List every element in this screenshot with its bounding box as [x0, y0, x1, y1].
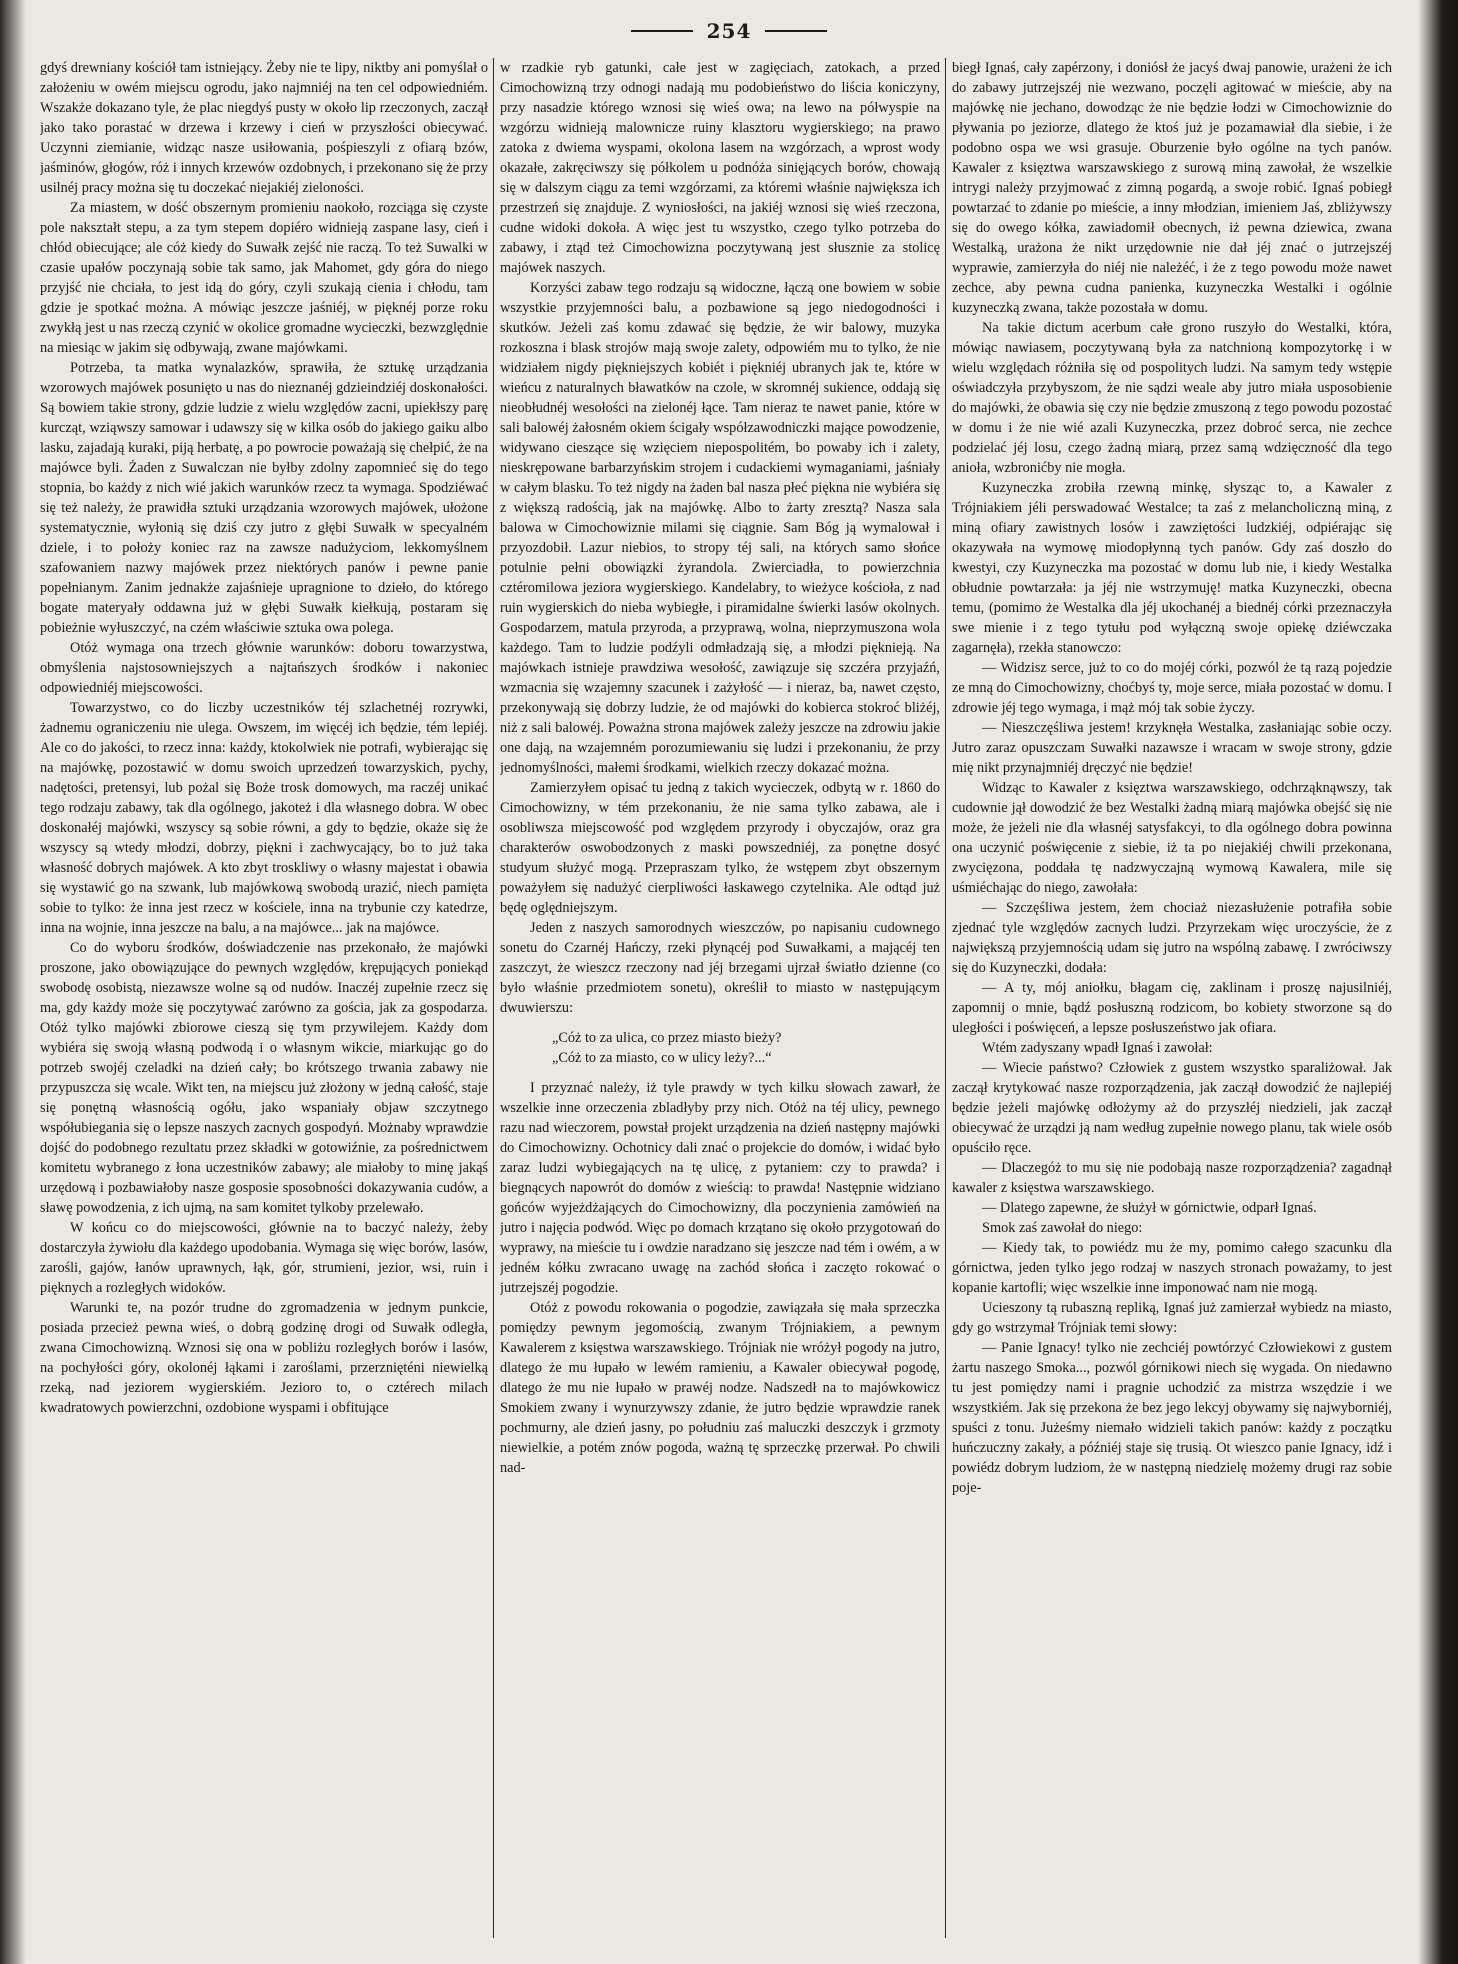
paragraph: biegł Ignaś, cały zapérzony, i doniósł że jacyś dwaj panowie, urażeni że ich do zabawy jutrzejszéj nie wezwano, poczęli agitować w mieście, aby na majówkę nie jechano, dowodząc że nie będzie łodzi w Cimochowiznie do pływania po jeziorze, dlatego że ktoś już je pozamawiał dla siebie, i że podobno ospa we wsi grasuje. Oburzenie było ogólne na tych panów. Kawaler z księztwa warszawskiego z surową miną zawołał, że wszelkie intrygi należy przyjmować z zimną pogardą, a swoje robić. Ignaś pobiegł powtarzać to zdanie po mieście, a inny młodzian, imieniem Jaś, zbliżywszy się do owego kółka, zawiadomił obecnych, iż pewna dziewica, zwana Westalką, urażona że nikt urzędownie nie dał jéj znać o jutrzejszéj wyprawie, zamierzyła do niéj nie należéć, i że z tego powodu może nawet zechce, aby pewna cudna panienka, kuzyneczka Westalki i ogólnie kuzyneczką zwana, także pozostała w domu. — [952, 60, 1392, 316]
paragraph: — Wiecie państwo? Człowiek z gustem wszystko sparaliżował. Jak zaczął krytykować nasze rozporządzenia, jak zaczął dowodzić że najlepiéj będzie jeżeli majówkę odłożymy aż do przyszłéj niedzieli, jak zaczął obiecywać że urządzi ją nam według zupełnie nowego planu, tak wiele osób opuściło ręce. — [952, 1060, 1392, 1156]
paragraph: — Panie Ignacy! tylko nie zechciéj powtórzyć Człowiekowi z gustem żartu naszego Smoka..., pozwól górnikowi niech się wygada. On niedawno tu jest pomiędzy nami i pragnie uchodzić za mistrza wszędzie i we wszystkiém. Jak się przekona że bez jego lekcyj obywamy się najwyborniéj, spuści z tonu. Jużeśmy niemało widzieli takich panów: każdy z początku huńczuczny zakały, a późniéj staje się trusią. Ot wieszco panie Ignacy, idź i powiédz dobrym ludziom, że w następną niedzielę możemy drugi raz sobie poje- — [952, 1340, 1392, 1496]
paragraph: Kuzyneczka zrobiła rzewną minkę, słysząc to, a Kawaler z Trójniakiem jéli perswadować Westalce; ta zaś z melancholiczną miną, z miną ofiary zawistnych losów i zawziętości ludzkiéj, odpiérając się okazywała na wymowę miodopłynną tych panów. Gdy zaś doszło do kwestyi, czy Kuzyneczka ma pozostać w domu lub nie, i kiedy Westalka obłudnie powtarzała: ja jéj nie wstrzymuję! matka Kuzyneczki, obecna temu, (pomimo że Westalka dla jéj ukochanéj a biednéj córki przeznaczyła swe mienie i z tego tytułu pod wyłączną swoje opiekę dziéwczaka zagarnęła), rzekła stanowczo: — [952, 480, 1392, 656]
header-rule-left — [631, 30, 693, 32]
header-rule-right — [765, 30, 827, 32]
paragraph: Warunki te, na pozór trudne do zgromadzenia w jednym punkcie, posiada przecież pewna wieś, o dobrą godzinę drogi od Suwałk odległa, zwana Cimochowizną. Wznosi się ona w pobliżu rozległych borów i lasów, na pochyłości góry, okolonéj łąkami i zaroślami, przerznięténi niewielką rzeką, nad jeziorem wygierskiém. Jezioro to, o cztérech milach kwadratowych powierzchni, ozdobione wyspami i obfitujące — [40, 1300, 488, 1416]
paragraph: Wtém zadyszany wpadł Ignaś i zawołał: — [982, 1040, 1213, 1056]
paragraph: Na takie dictum acerbum całe grono ruszyło do Westalki, która, mówiąc nawiasem, poczytywaną była za natchnioną kompozytorkę i w wielu względach różniła się od pospolitych ludzi. Na samym tedy wstępie oświadczyła przybyszom, że nie sądzi weale aby jutro miała usposobienie do majówki, że obawia się czy nie będzie zmuszoną z tego powodu pozostać w domu i że nie wié azali Kuzyneczka, przez dobroć serca, nie zechce podzielać jéj losu, czego żadną miarą, przez samą wdzięczność dla tego anioła, wzbronićby nie mogła. — [952, 320, 1392, 476]
paragraph: Ucieszony tą rubaszną repliką, Ignaś już zamierzał wybiedz na miasto, gdy go wstrzymał Trójniak temi słowy: — [952, 1300, 1392, 1336]
paragraph: — A ty, mój aniołku, błagam cię, zaklinam i proszę najusilniéj, zapomnij o mnie, bądź posłuszną rodzicom, bo kobiety stworzone są do uległości i poświęceń, a lepsze posłuszeństwo jak ofiara. — [952, 980, 1392, 1036]
column-divider-2 — [945, 58, 946, 1938]
paragraph: Towarzystwo, co do liczby uczestników téj szlachetnéj rozrywki, żadnemu ograniczeniu nie ulega. Owszem, im więcéj ich będzie, tém lepiéj. Ale co do jakości, to rzecz inna: każdy, ktokolwiek nie potrafi, wybierając się na majówkę, pozostawić w domu swoich uprzedzeń towarzyskich, pychy, nadętości, pretensyi, lub pożal się Boże trosk domowych, ma raczéj unikać tego rodzaju zabawy, tak dla ogólnego, jakoteż i dla własnego dobra. W obec doskonałéj majówki, wszyscy są sobie równi, a gdy to będzie, okaże się że wszyscy są wtedy młodzi, dobrzy, piękni i zachwycający, bo to już taka własność dobrych majówek. A kto zbyt troskliwy o własny majestat i obawia się wystawić go na szwank, lub majówkową swobodą urazić, niech pamięta sobie to tylko: że inna jest rzecz w kościele, inna na trybunie czy katedrze, inna na wojnie, inna jeszcze na balu, a na majówce... jak na majówce. — [40, 700, 488, 936]
paragraph: Otóż wymaga ona trzech głównie warunków: doboru towarzystwa, obmyślenia najstosowniejszych a najtańszych środków i nakoniec odpowiedniéj miejscowości. — [40, 640, 488, 696]
text-column-1 — [40, 58, 488, 1938]
paragraph: — Nieszczęśliwa jestem! krzyknęła Westalka, zasłaniając sobie oczy. Jutro zaraz opuszczam Suwałki nazawsze i wracam w swoje strony, gdzie mię nikt przynajmniéj dręczyć nie będzie! — [952, 720, 1392, 776]
page-header — [0, 14, 1458, 48]
paragraph: Korzyści zabaw tego rodzaju są widoczne, łączą one bowiem w sobie wszystkie przyjemności balu, a pozbawione są jego niedogodności i skutków. Jeżeli zaś komu zdawać się będzie, że wir balowy, muzyka rozkoszna i blask strojów mają swoje zalety, odpowiém mu to tylko, że nie widziałem nigdy piękniejszych kobiét i piękniéj ubranych jak te, które w wieńcu z naturalnych bławatków na czole, w skromnéj sukience, oddają się nieobłudnéj wesołości na zielonéj łące. Tam nieraz te nawet panie, które w sali balowéj żałosném okiem ścigały współzawodniczki mające powodzenie, widywano cieszące się wzięciem niepospolitém, bo powaby ich i zalety, nieskrępowane barbarzyńskim strojem i cudackiemi wymaganiami, jaśniały w całym blasku. To też nigdy na żaden bal nasza płeć piękna nie wybiéra się z większą radością, jak na majówkę. Albo to żarty zresztą? Nasza sala balowa w Cimochowiznie milami się ciągnie. Sam Bóg ją wymalował i przyozdobił. Lazur niebios, to stropy téj sali, na których samo słońce potulnie pełni obowiązki żyrandola. Zwierciadła, to powierzchnia cztéromilowa jeziora wygierskiego. Kandelabry, to wieżyce kościoła, z nad ruin wygierskich do nieba wybiegłe, i piramidalne świerki lasów okolnych. Gospodarzem, matula przyroda, a przyprawą, wolna, nieprzymuszona wola każdego. Tam to ludzie podźyli odmładzają się, a młodzi pięknieją. Na majówkach istnieje prawdziwa wesołość, zawiązuje się szczéra przyjaźń, wzmacnia się wzajemny szacunek i zażyłość — i nieraz, ba, nawet często, przekonywają się dobrzy ludzie, że od majówki do kobierca stokroć bliżéj, niż z sali balowéj. Poważna strona majówek zależy jeszcze na zdrowiu jakie one dają, na wzajemném porozumiewaniu się ludzi i przekonaniu, że przy jednomyślności, małemi środkami, wielkich rzeczy dokazać można. — [500, 280, 940, 776]
page-left-shadow — [0, 0, 26, 1964]
page-number: 254 — [706, 19, 752, 43]
page-right-shadow — [1418, 0, 1458, 1964]
paragraph: Potrzeba, ta matka wynalazków, sprawiła, że sztukę urządzania wzorowych majówek posunięto u nas do nieznanéj gdzieindziéj doskonałości. Są bowiem takie strony, gdzie ludzie z wielu względów zacni, upiekłszy parę kurcząt, wziąwszy samowar i udawszy się w kilka osób do jakiego gaiku albo lasku, zajadają kuraki, piją herbatę, a po powrocie poważają się chełpić, że na majówce byli. Żaden z Suwalczan nie byłby zdolny zapomnieć się do tego stopnia, bo każdy z nich wié jakich warunków rzecz ta wymaga. Spodziéwać się też należy, że prawidła sztuki urządzania wzorowych majówek, ułożone systematycznie, wyłonią się dziś czy jutro z głębi Suwałk w specyalném dziele, i to położy koniec raz na zawsze nadużyciom, lekkomyślnem szafowaniem nazwy majówek przez niektórych panów i pewne panie popełnianym. Zanim jednakże zajaśnieje upragnione to dzieło, do którego bogate materyały oddawna już w głębi Suwałk kiełkują, postaram się pobieżnie wyłuszczyć, na czém właściwie sztuka owa polega. — [40, 360, 488, 636]
column-divider-1 — [493, 58, 494, 1938]
paragraph: Smok zaś zawołał do niego: — [982, 1220, 1143, 1236]
verse-line: „Cóż to za miasto, co w ulicy leży?...“ — [552, 1050, 772, 1066]
paragraph: Zamierzyłem opisać tu jedną z takich wycieczek, odbytą w r. 1860 do Cimochowizny, w tém przekonaniu, że nie sama tylko zabawa, ale i osobliwsza miejscowość pod względem przyrody i obyczajów, oraz gra charakterów oswobodzonych z maski powszedniéj, za ponętne dosyć studyum służyć mogą. Przepraszam tylko, że wstępem zbyt obszernym poważyłem się nadużyć cierpliwości łaskawego czytelnika. Ale odtąd już będę oględniejszym. — [500, 780, 940, 916]
paragraph: — Kiedy tak, to powiédz mu że my, pomimo całego szacunku dla górnictwa, jeden tylko jego rodzaj w naszych stronach poważamy, to jest kopanie kartofli; więc wszelkie inne imponować nam nie mogą. — [952, 1240, 1392, 1296]
paragraph: gdyś drewniany kościół tam istniejący. Żeby nie te lipy, niktby ani pomyślał o założeniu w owém miejscu ogrodu, jako najmniéj na ten cel odpowiedniém. Wszakże dokazano tyle, że plac niegdyś pusty w około lip rzeczonych, zaczął jako tako porastać w drzewa i krzewy i cień w przyszłości obiecywać. Uczynni ziemianie, widząc nasze usiłowania, pośpieszyli z ofiarą bzów, jaśminów, głogów, róż i innych krzewów ozdobnych, i przekonano się że przy usilnéj pracy można się tu doczekać niejakiéj zieloności. — [40, 60, 488, 196]
paragraph: Co do wyboru środków, doświadczenie nas przekonało, że majówki proszone, jako obowiązujące do pewnych względów, krępujących poniekąd swobodę osobistą, niezawsze wolne są od nudów. Inaczéj zupełnie rzecz się ma, gdy każdy może się poczytywać zarówno za gościa, jak za gospodarza. Otóż tylko majówki zbiorowe cieszą się tym przywilejem. Każdy dom wybiéra się swoją własną podwodą i o własnym wikcie, miarkując go do potrzeb swojéj czeladki na dzień cały; bo krótszego trwania zabawy nie przypuszcza się wcale. Wikt ten, na miejscu już złożony w jedną całość, staje się ponętną własnością ogółu, jako wspaniały objaw szczytnego współubiegania się o lepsze naszych zacnych gospodyń. Możnaby wprawdzie dojść do podobnego rezultatu przez składki w gotowiźnie, za pośrednictwem komitetu wybranego z łona uczestników zabawy; ale miałoby to minę jakąś urzędową i pozbawiałoby nasze gosposie sposobności dokazywania cudów, a sławę powodzenia, z ich ujmą, na sam komitet tylkoby przelewało. — [40, 940, 488, 1216]
paragraph: — Widzisz serce, już to co do mojéj córki, pozwól że tą razą pojedzie ze mną do Cimochowizny, choćbyś ty, moje serce, miała pozostać w domu. I zdrowie jéj tego wymaga, i mąż mój tak sobie życzy. — [952, 660, 1392, 716]
paragraph: — Dlatego zapewne, że służył w górnictwie, odparł Ignaś. — [982, 1200, 1317, 1216]
paragraph: Otóż z powodu rokowania o pogodzie, zawiązała się mała sprzeczka pomiędzy pewnym jegomością, zwanym Trójniakiem, a pewnym Kawalerem z księstwa warszawskiego. Trójniak nie wróżył pogody na jutro, dlatego że mu łupało w lewém ramieniu, a Kawaler obiecywał pogodę, dlatego że mu nie łupało w prawéj nodze. Nadszedł na to majówkowicz Smokiem zwany i wynurzywszy zdanie, że jutro będzie wprawdzie ranek pochmurny, ale dzień jasny, po południu zaś maluczki deszczyk i grzmoty niewielkie, a potém znów pogoda, ważną tę sprzeczkę przerwał. Po chwili nad- — [500, 1300, 940, 1476]
text-column-3 — [952, 58, 1392, 1938]
paragraph: Za miastem, w dość obszernym promieniu naokoło, rozciąga się czyste pole nakształt stepu, a za tym stepem dopiéro widnieją zaspane lasy, cień i chłód obiecujące; ale cóż kiedy do Suwałk zejść nie raczą. To też Suwalki w czasie upałów poczynają sobie tak samo, jak Mahomet, gdy góra do niego przyjść nie chciała, to jest idą do góry, czyli szukają cienia i chłodu, tam gdzie je spotkać można. A mówiąc jeszcze jaśniéj, w pięknéj porze roku zwykłą jest u nas rzeczą czynić w okolice gromadne wycieczki, bezwzględnie na miesiąc w jakim się odbywają, zwane majówkami. — [40, 200, 488, 356]
paragraph: W końcu co do miejscowości, głównie na to baczyć należy, żeby dostarczyła żywiołu dla każdego upodobania. Wymaga się więc borów, lasów, zarośli, gajów, łanów uprawnych, łąk, gór, strumieni, jezior, wsi, ruin i pięknych a rozległych widoków. — [40, 1220, 488, 1296]
paragraph: w rzadkie ryb gatunki, całe jest w zagięciach, zatokach, a przed Cimochowizną trzy odnogi nadają mu podobieństwo do liścia koniczyny, przy nasadzie którego wznosi się wieś owa; na lewo na półwyspie na wzgórzu widnieją malownicze ruiny klasztoru wygierskiego; na prawo zatoka z dwiema wyspami, okolona lasem na wzgórzach, a wprost wody okazałe, zakręciwszy się półkolem u podnóża sinięjących borów, chowają się w dalszym ciągu za temi wzgórzami, za któremi właśnie największa ich przestrzeń się znajduje. Z wyniosłości, na jakiéj wznosi się wieś rzeczona, cudne widoki dokoła. A więc jest tu wszystko, czego tylko potrzeba do zabawy, i ztąd też Cimochowizna poczytywaną jest słusznie za stolicę majówek naszych. — [500, 60, 940, 276]
verse-line: „Cóż to za ulica, co przez miasto bieży? — [552, 1030, 782, 1046]
paragraph: Jeden z naszych samorodnych wieszczów, po napisaniu cudownego sonetu do Czarnéj Hańczy, rzeki płynącéj pod Suwałkami, a mającéj ten zaszczyt, że wieszcz rzeczony nad jéj brzegami ujrzał światło dzienne (co było właśnie przedmiotem sonetu), określił to miasto w następującym dwuwierszu: — [500, 920, 940, 1016]
paragraph: Widząc to Kawaler z księztwa warszawskiego, odchrząknąwszy, tak cudownie jął dowodzić że bez Westalki żadną miarą majówka obejść się nie może, że jeżeli nie dla własnéj satysfakcyi, to dla ogólnego dobra powinna ona uczynić poświęcenie z siebie, iż ta po niejakiéj chwili przekonana, zwycięzona, poddała tę nadzwyczajną wymową Kawalera, mile się uśmiéchając do niego, zawołała: — [952, 780, 1392, 896]
verse-quote — [500, 1028, 940, 1068]
text-column-2 — [500, 58, 940, 1938]
paragraph: I przyznać należy, iż tyle prawdy w tych kilku słowach zawarł, że wszelkie inne orzeczenia zbladłyby przy nich. Otóż na téj ulicy, pewnego razu nad wieczorem, powstał projekt urządzenia na dzień następny majówki do Cimochowizny. Ochotnicy dali znać o projekcie do domów, i widać było zaraz ludzi wybiegających na tę ulicę, z pytaniem: czy to prawda? i biegnących napowrót do domów z wieścią: to prawda! Następnie widziano gońców wyjeżdżających do Cimochowizny, dla poczynienia zamówień na jutro i najęcia podwód. Więc po domach krzątano się około przygotowań do wyprawy, na mieście tu i owdzie naradzano się jeszcze nad tém i owém, a w jednéм kółku zwracano uwagę na zachód słońca i zaczęto rokować o jutrzejszéj pogodzie. — [500, 1080, 940, 1296]
paragraph: — Szczęśliwa jestem, żem chociaż niezasłużenie potrafiła sobie zjednać tyle względów zacnych ludzi. Przyrzekam więc uroczyście, że z największą przyjemnością udam się jutro na wspólną zabawę. I zwróciwszy się do Kuzyneczki, dodała: — [952, 900, 1392, 976]
paragraph: — Dlaczegóż to mu się nie podobają nasze rozporządzenia? zagadnął kawaler z księstwa warszawskiego. — [952, 1160, 1392, 1196]
